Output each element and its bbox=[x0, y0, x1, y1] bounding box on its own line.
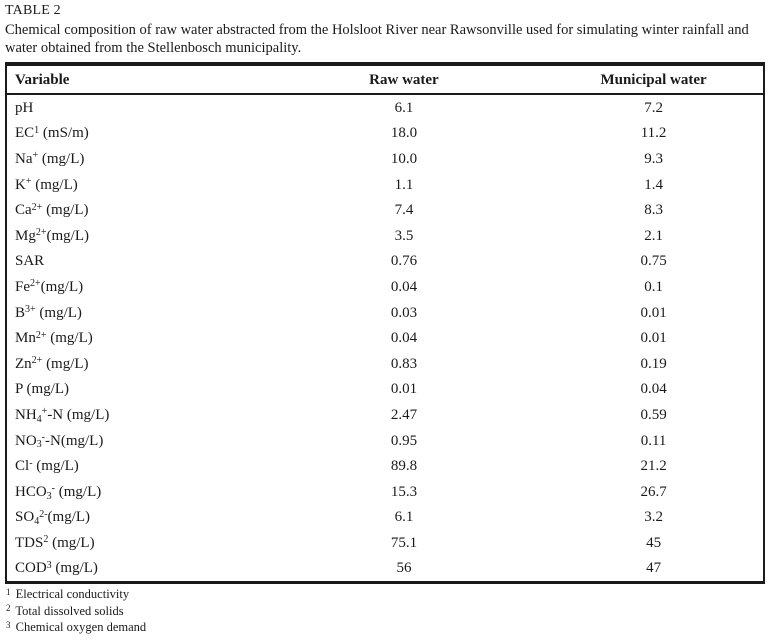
column-header-raw-water: Raw water bbox=[264, 64, 544, 94]
variable-cell: $Ca^{2+}$ (mg/L) bbox=[15, 201, 89, 219]
variable-cell: $Mn^{2+}$ (mg/L) bbox=[15, 329, 93, 347]
variable-cell: $EC^1$ (mS/m) bbox=[15, 124, 89, 142]
variable-cell: $B^{3+}$ (mg/L) bbox=[15, 304, 82, 321]
municipal-water-value: 26.7 bbox=[640, 483, 667, 500]
raw-water-value: 6.1 bbox=[394, 509, 414, 526]
raw-water-value: 15.3 bbox=[390, 483, 418, 500]
footnote-marker: 3 bbox=[6, 619, 11, 630]
table-row bbox=[6, 505, 764, 531]
variable-cell: $SO_4^{2-}(mg/L)$ bbox=[15, 508, 91, 528]
variable-cell: $Mg^{2+}(mg/L)$ bbox=[15, 227, 89, 244]
footnote-marker: 2 bbox=[6, 603, 11, 614]
variable-cell: Na+ (mg/L) bbox=[15, 150, 85, 167]
variable-cell: COD$^3$ (mg/L) bbox=[15, 559, 98, 577]
municipal-water-value: 2.1 bbox=[644, 227, 663, 244]
municipal-water-value: 0.75 bbox=[640, 253, 667, 270]
variable-cell: $NH_4^+-N$ (mg/L) bbox=[15, 406, 110, 425]
table-row bbox=[6, 197, 764, 223]
table-header bbox=[6, 64, 764, 94]
raw-water-value: 89.8 bbox=[390, 458, 418, 475]
municipal-water-value: 0.04 bbox=[640, 381, 667, 398]
header-row bbox=[6, 64, 764, 94]
table-row bbox=[6, 146, 764, 172]
variable-cell: SAR bbox=[15, 253, 45, 270]
municipal-water-value: 21.2 bbox=[640, 458, 667, 475]
raw-water-value: 0.83 bbox=[390, 355, 418, 372]
variable-cell: P (mg/L) bbox=[15, 381, 70, 398]
table-row bbox=[6, 172, 764, 198]
raw-water-value: 75.1 bbox=[390, 534, 418, 551]
water-composition-table bbox=[5, 62, 765, 584]
table-row bbox=[6, 402, 764, 428]
table-row bbox=[6, 325, 764, 351]
variable-cell: $Zn^{2+}$ (mg/L) bbox=[15, 355, 89, 372]
raw-water-value: 18.0 bbox=[390, 125, 418, 142]
table-row bbox=[6, 223, 764, 249]
municipal-water-value: 45 bbox=[646, 534, 662, 551]
raw-water-value: 0.76 bbox=[390, 253, 418, 270]
raw-water-value: 0.01 bbox=[390, 381, 418, 398]
column-header-municipal-water: Municipal water bbox=[544, 64, 764, 94]
table-row bbox=[6, 121, 764, 147]
table-row bbox=[6, 377, 764, 403]
variable-cell: $Fe^{2+}(mg/L)$ bbox=[15, 278, 84, 295]
raw-water-value: 0.03 bbox=[390, 304, 418, 321]
footnote bbox=[6, 586, 767, 603]
raw-water-value: 7.4 bbox=[394, 202, 414, 219]
variable-cell: K+ (mg/L) bbox=[15, 176, 78, 193]
footnote bbox=[6, 619, 767, 636]
municipal-water-value: 9.3 bbox=[644, 150, 663, 167]
raw-water-value: 0.04 bbox=[390, 330, 418, 347]
municipal-water-value: 0.01 bbox=[640, 330, 667, 347]
table-caption: Chemical composition of raw water abstracted from the Holsloot River near Rawsonville used for simulating winter rainfall and water obtained from the Stellenbosch municipality. bbox=[5, 22, 749, 56]
variable-cell: TDS$^2$ (mg/L) bbox=[15, 534, 95, 551]
table-body bbox=[6, 94, 764, 583]
municipal-water-value: 3.2 bbox=[644, 509, 663, 526]
table-row bbox=[6, 479, 764, 505]
raw-water-value: 0.95 bbox=[390, 432, 418, 449]
table-number: TABLE 2 bbox=[5, 3, 61, 18]
variable-cell: Cl- (mg/L) bbox=[15, 457, 79, 475]
raw-water-value: 56 bbox=[396, 560, 412, 577]
table-row bbox=[6, 274, 764, 300]
raw-water-value: 3.5 bbox=[394, 227, 414, 244]
municipal-water-value: 8.3 bbox=[644, 202, 663, 219]
variable-cell: pH bbox=[15, 99, 34, 116]
variable-cell: $NO_3^--N(mg/L)$ bbox=[15, 432, 104, 451]
table-row bbox=[6, 530, 764, 556]
column-header-variable: Variable bbox=[6, 64, 264, 94]
footnote-text: Electrical conductivity bbox=[12, 587, 130, 602]
table-row bbox=[6, 94, 764, 121]
variable-cell: $HCO_3^-$ (mg/L) bbox=[15, 483, 102, 502]
footnotes bbox=[5, 586, 767, 636]
footnote-text: Chemical oxygen demand bbox=[12, 620, 147, 635]
footnote-text: Total dissolved solids bbox=[12, 603, 124, 618]
raw-water-value: 2.47 bbox=[390, 406, 418, 423]
municipal-water-value: 1.4 bbox=[644, 176, 663, 193]
table-row bbox=[6, 351, 764, 377]
footnote-marker: 1 bbox=[6, 586, 11, 597]
municipal-water-value: 11.2 bbox=[640, 125, 667, 142]
table-row bbox=[6, 249, 764, 275]
municipal-water-value: 0.01 bbox=[640, 304, 667, 321]
municipal-water-value: 0.11 bbox=[640, 432, 667, 449]
raw-water-value: 6.1 bbox=[394, 99, 414, 116]
municipal-water-value: 47 bbox=[646, 560, 662, 577]
municipal-water-value: 0.19 bbox=[640, 355, 667, 372]
table-row bbox=[6, 453, 764, 479]
table-row bbox=[6, 428, 764, 454]
municipal-water-value: 0.1 bbox=[644, 278, 663, 295]
table-row bbox=[6, 300, 764, 326]
raw-water-value: 0.04 bbox=[390, 278, 418, 295]
municipal-water-value: 0.59 bbox=[640, 406, 667, 423]
raw-water-value: 10.0 bbox=[390, 150, 418, 167]
table-row bbox=[6, 556, 764, 583]
raw-water-value: 1.1 bbox=[394, 176, 414, 193]
footnote bbox=[6, 603, 767, 620]
municipal-water-value: 7.2 bbox=[644, 99, 663, 116]
